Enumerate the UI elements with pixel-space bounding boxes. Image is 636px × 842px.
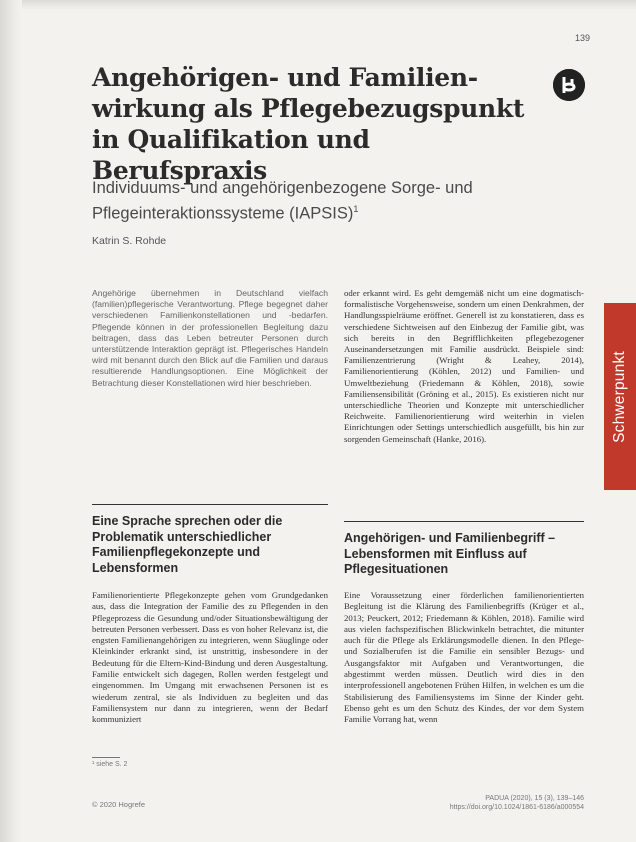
footnote-rule	[92, 757, 120, 758]
section-body-right: Eine Voraussetzung einer förderlichen familienorientierten Begleitung ist die Klärung des Familienbegriffs (Krüger et al., 2013; Peuckert, 2012; Friedemann & Köhlen, 2018). Familie wird aus vielen fachspezifischen Blickwinkeln betrachtet, die mitunter auch für die Pflege als Erklärungsmodelle dienen. In den Pflege- und Sozialberufen ist die Familie ein sensibler Bezugs- und Ausgangsfaktor mit Aufgaben und Verantwortungen, die abgestimmt werden müssen. Deutlich wird dies in den interprofessionell angebotenen Frühen Hilfen, in welchen es um die Stabilisierung des Familiensystems im Sinne der Kinder geht. Ebenso geht es um den Schutz des Kindes, der vor dem System Familie Vorrang hat, wenn	[344, 590, 584, 725]
section-rule-right	[344, 521, 584, 522]
section-tab	[604, 303, 636, 490]
article-subtitle	[92, 178, 532, 225]
section-heading-left: Eine Sprache sprechen oder die Problematik unterschiedlicher Familienpflegekonzepte und Lebensformen	[92, 514, 283, 575]
intro-abstract: Angehörige übernehmen in Deutschland vielfach (familien)pflegerische Verantwortung. Pflege begegnet daher verschiedenen Familienkonstellationen und -bedarfen. Pflegende können in der professionellen Begleitung dazu beitragen, dass das Leben betreuter Personen durch unterstützende Interaktion geprägt ist. Pflegerisches Handeln wird mit benannt durch den Blick auf die Familien und daraus resultierende Handlungsoptionen. Eine Möglichkeit der Betrachtung dieser Konstellationen wird hier beschrieben.	[92, 288, 328, 388]
intro-continuation: oder erkannt wird. Es geht demgemäß nicht um eine dogmatisch-formalistische Vorgehensweise, sondern um einen Denkrahmen, der Handlungsspielräume eröffnet. Generell ist zu konstatieren, dass es verschiedene Sichtweisen auf den Einbezug der Familie gibt, was sich bereits in den Begrifflichkeiten pflegebezogener Auseinandersetzungen mit Familie ausdrückt. Beispiele sind: Familienzentrierung (Wright & Leahey, 2014), Familienorientierung (Köhlen, 2012) und Familien- und Umweltbeziehung (Friedemann & Köhlen, 2018), sowie Familiensensibilität (Gröning et al., 2015). Es existieren nicht nur unterschiedliche Theorien und Konzepte mit unterschiedlicher Reichweite. Familienorientierung wird weiterhin in vielen Einrichtungen oder Settings unterschiedlich ausgefüllt, bis hin zur sorgenden Gemeinschaft (Hanke, 2016).	[344, 288, 584, 444]
scan-shadow-left	[0, 0, 22, 842]
section-tab-label: Schwerpunkt	[611, 350, 628, 443]
hogrefe-logo-icon	[553, 69, 585, 101]
footer-citation	[450, 794, 584, 812]
footer-journal: PADUA (2020), 15 (3), 139–146	[485, 795, 584, 802]
page-number: 139	[574, 33, 590, 43]
author-name: Katrin S. Rohde	[92, 235, 167, 247]
subtitle-text: Individuums- und angehörigenbezogene Sorge- und Pflegeinteraktionssysteme (IAPSIS)	[92, 179, 473, 223]
section-rule-left	[92, 504, 328, 505]
footnote: ¹ siehe S. 2	[92, 761, 128, 768]
footer-copyright: © 2020 Hogrefe	[92, 800, 146, 809]
subtitle-footnote-mark: 1	[353, 204, 359, 214]
scan-shadow-top	[0, 0, 636, 10]
footer-doi: https://doi.org/10.1024/1861-6186/a000554	[449, 804, 584, 811]
article-title: Angehörigen- und Familien-wirkung als Pflegebezugspunkt in Qualifikation und Berufspraxis	[92, 63, 525, 185]
section-body-left: Familienorientierte Pflegekonzepte gehen vom Grundgedanken aus, dass die Integration der Familie des zu Pflegenden in den Pflegeprozess die Gesundung und/oder Situationsbewältigung der betreuten Personen verbessert. Dass es von hoher Relevanz ist, die engsten Familienangehörigen zu integrieren, wenn Säuglinge oder Kleinkinder erkrankt sind, ist unstrittig, insbesondere in der Bedeutung für die Eltern-Kind-Bindung und deren Ausgestaltung. Familie entwickelt sich dagegen, Rollen werden festgelegt und eingenommen. Im Umgang mit erwachsenen Personen ist es wiederum zentral, sie als Individuen zu begleiten und das Familiensystem nur dann zu integrieren, wenn der Bedarf kommuniziert	[92, 590, 328, 725]
section-heading-right: Angehörigen- und Familienbegriff – Lebensformen mit Einfluss auf Pflegesituationen	[344, 531, 556, 576]
